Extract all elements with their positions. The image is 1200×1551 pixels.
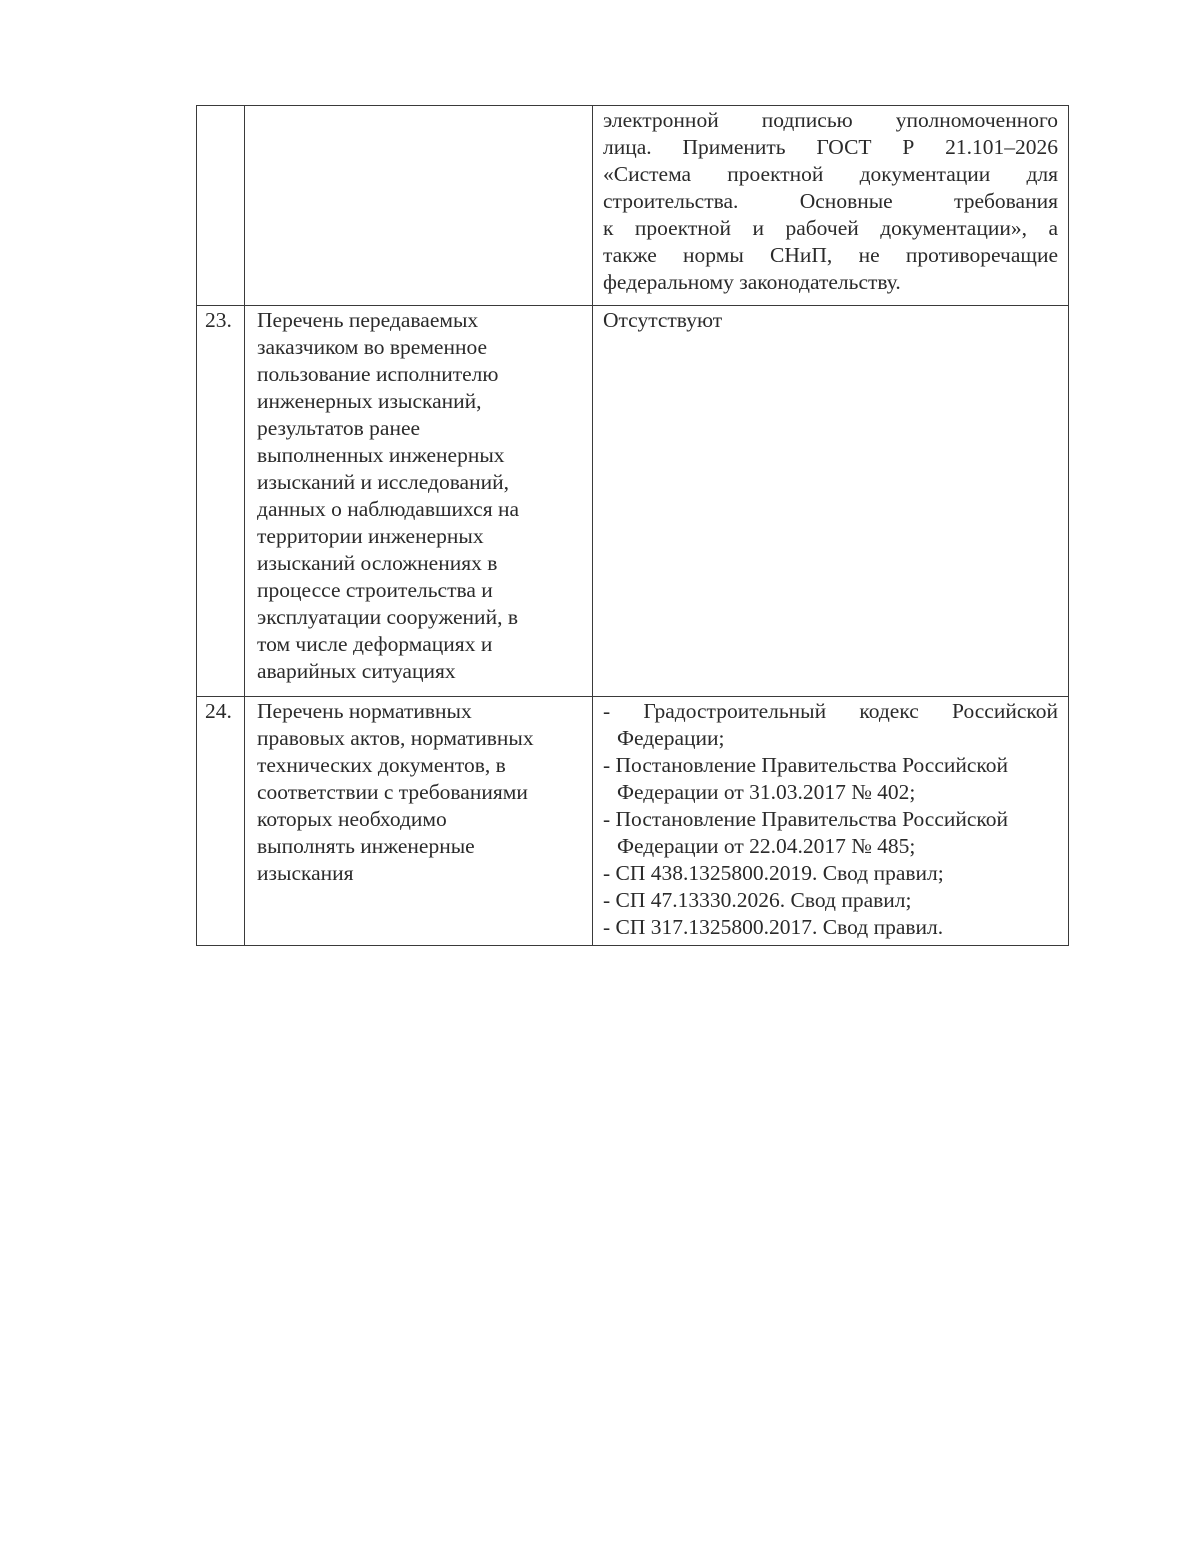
name-line: пользование исполнителю (257, 362, 499, 386)
name-line: Перечень передаваемых (257, 308, 479, 332)
value-text: Отсутствуют (603, 308, 723, 332)
name-line: результатов ранее (257, 416, 421, 440)
list-item: - СП 317.1325800.2017. Свод правил. (603, 915, 944, 939)
name-line: изыскания (257, 861, 354, 885)
name-line: которых необходимо (257, 807, 447, 831)
name-line: заказчиком во временное (257, 335, 488, 359)
table-row (197, 697, 1069, 946)
list-item: - Постановление Правительства Российской (603, 807, 1009, 831)
list-item-continuation: Федерации от 31.03.2017 № 402; (617, 780, 916, 804)
row-name-cell (245, 306, 593, 697)
value-line: «Система проектной документации для (603, 162, 1058, 186)
value-line: федеральному законодательству. (603, 270, 901, 294)
row-value-cell (593, 306, 1069, 697)
name-line: аварийных ситуациях (257, 659, 456, 683)
name-line: изысканий осложнениях в (257, 551, 498, 575)
value-line: строительства. Основные требования (603, 189, 1058, 213)
value-line: к проектной и рабочей документации», а (603, 216, 1058, 240)
name-line: данных о наблюдавшихся на (257, 497, 520, 521)
name-line: процессе строительства и (257, 578, 493, 602)
list-item-continuation: Федерации; (617, 726, 725, 750)
value-line: лица. Применить ГОСТ Р 21.101–2026 (603, 135, 1058, 159)
requirements-table (196, 105, 1069, 946)
row-value-cell (593, 106, 1069, 306)
row-value-cell (593, 697, 1069, 946)
row-number-cell (197, 106, 245, 306)
name-line: инженерных изысканий, (257, 389, 482, 413)
name-line: территории инженерных (257, 524, 484, 548)
row-number: 23. (197, 306, 245, 697)
value-line: также нормы СНиП, не противоречащие (603, 243, 1058, 267)
table-row-continuation (197, 106, 1069, 306)
list-item: - СП 47.13330.2026. Свод правил; (603, 888, 912, 912)
name-line: выполнять инженерные (257, 834, 475, 858)
name-line: Перечень нормативных (257, 699, 472, 723)
name-line: том числе деформациях и (257, 632, 493, 656)
name-line: изысканий и исследований, (257, 470, 509, 494)
list-item: - СП 438.1325800.2019. Свод правил; (603, 861, 944, 885)
name-line: соответствии с требованиями (257, 780, 528, 804)
row-name-cell (245, 106, 593, 306)
list-item: - Градостроительный кодекс Российской (603, 699, 1058, 723)
list-item-continuation: Федерации от 22.04.2017 № 485; (617, 834, 916, 858)
row-number: 24. (197, 697, 245, 946)
name-line: технических документов, в (257, 753, 506, 777)
name-line: выполненных инженерных (257, 443, 505, 467)
table-row (197, 306, 1069, 697)
row-name-cell (245, 697, 593, 946)
list-item: - Постановление Правительства Российской (603, 753, 1009, 777)
name-line: эксплуатации сооружений, в (257, 605, 518, 629)
name-line: правовых актов, нормативных (257, 726, 534, 750)
value-line: электронной подписью уполномоченного (603, 108, 1058, 132)
